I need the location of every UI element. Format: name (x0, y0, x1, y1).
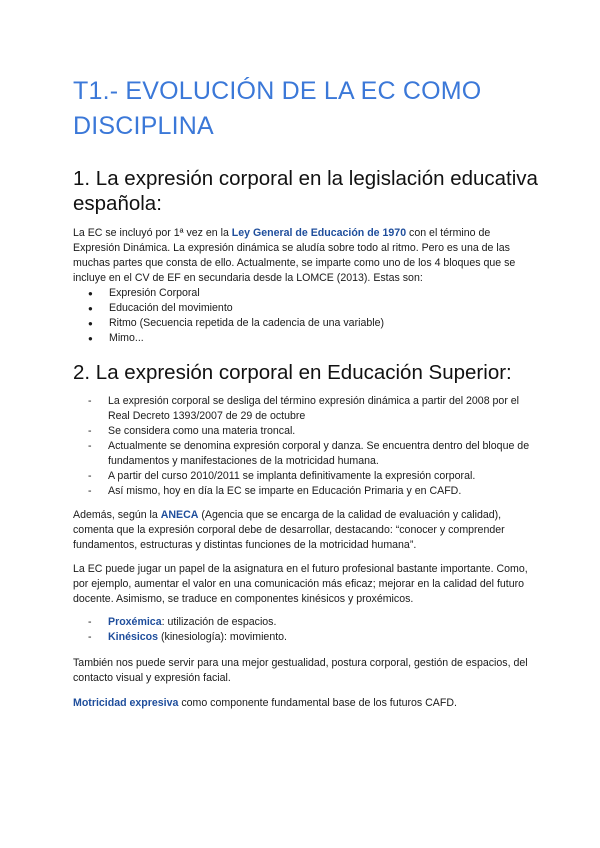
list-item: ● Mimo... (73, 331, 540, 346)
section-1-heading: 1. La expresión corporal en la legislación educativa española: (73, 167, 538, 215)
list-item: ● Ritmo (Secuencia repetida de la cadencia de una variable) (73, 316, 540, 331)
motricidad-paragraph: Motricidad expresiva como componente fundamental base de los futuros CAFD. (73, 697, 457, 709)
list-item: - La expresión corporal se desliga del término expresión dinámica a partir del 2008 por el Real Decreto 1393/2007 de 29 de octubre (73, 394, 540, 424)
list-item: - A partir del curso 2010/2011 se implanta definitivamente la expresión corporal. (73, 469, 540, 484)
section-1-paragraph: La EC se incluyó por 1ª vez en la Ley General de Educación de 1970 con el término de Expresión Dinámica. La expresión dinámica se aludía sobre todo al ritmo. Pero es una de las muchas partes que consta de ello. Actualmente, se imparte como uno de los 4 bloques que se incluye en el CV de EF en secundaria desde la LOMCE (2013). Estas son: (73, 227, 516, 284)
tambien-paragraph: También nos puede servir para una mejor gestualidad, postura corporal, gestión de espacios, del contacto visual y expresión facial. (73, 657, 528, 684)
list-item: - Actualmente se denomina expresión corporal y danza. Se encuentra dentro del bloque de fundamentos y manifestaciones de la motricidad humana. (73, 439, 540, 469)
components-list (73, 615, 540, 645)
section-1-list (73, 286, 540, 346)
list-item: - Kinésicos (kinesiología): movimiento. (73, 630, 540, 645)
list-item: ● Expresión Corporal (73, 286, 540, 301)
list-item: - Proxémica: utilización de espacios. (73, 615, 540, 630)
section-2-list (73, 394, 540, 499)
kinesicos-link[interactable]: Kinésicos (108, 631, 159, 643)
list-item: ● Educación del movimiento (73, 301, 540, 316)
list-item: - Así mismo, hoy en día la EC se imparte en Educación Primaria y en CAFD. (73, 484, 540, 499)
aneca-paragraph: Además, según la ANECA (Agencia que se encarga de la calidad de evaluación y calidad), comenta que la expresión corporal debe de desarrollar, destacando: “conocer y comprender fundamentos, estructuras y distintas funciones de la motricidad humana”. (73, 509, 505, 551)
section-2-heading: 2. La expresión corporal en Educación Superior: (73, 361, 512, 384)
proxemica-link[interactable]: Proxémica (108, 616, 162, 628)
list-item: - Se considera como una materia troncal. (73, 424, 540, 439)
motricidad-link[interactable]: Motricidad expresiva (73, 697, 179, 709)
document-title: T1.- EVOLUCIÓN DE LA EC COMO DISCIPLINA (73, 77, 482, 140)
ley-general-link[interactable]: Ley General de Educación de 1970 (231, 227, 407, 239)
profesional-paragraph: La EC puede jugar un papel de la asignatura en el futuro profesional bastante importante. Como, por ejemplo, aumentar el valor en una comunicación más eficaz; mejorar en la calidad del futuro docente. Asimismo, se traduce en componentes kinésicos y proxémicos. (73, 563, 528, 605)
aneca-link[interactable]: ANECA (160, 509, 199, 521)
